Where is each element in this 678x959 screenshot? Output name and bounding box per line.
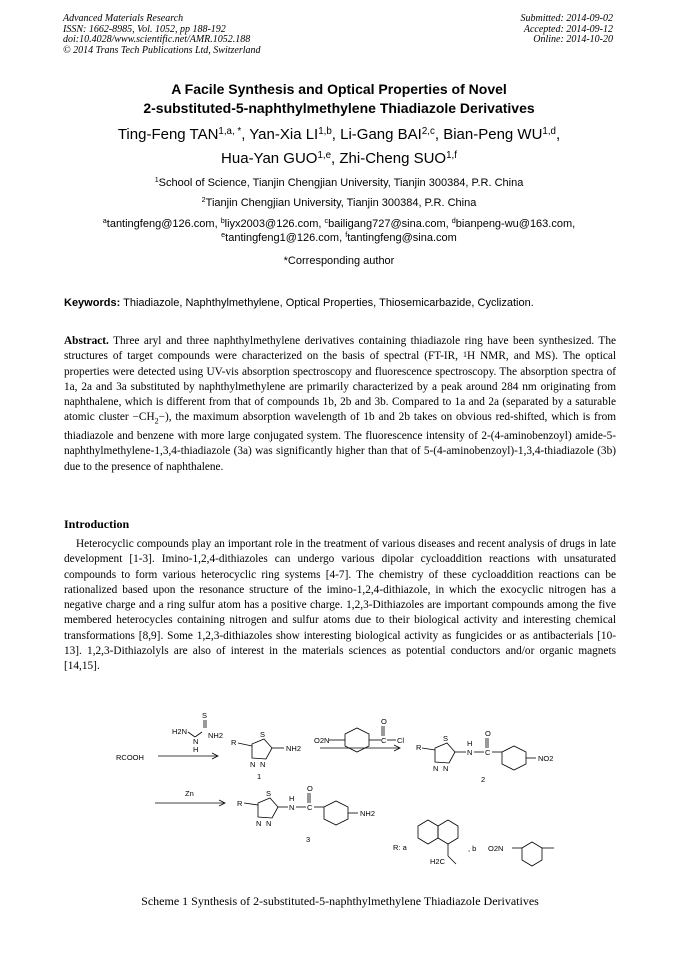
email: tantingfeng@sina.com [347, 232, 457, 244]
scheme-label-h2n: H2N [172, 727, 188, 736]
scheme-label-n: N [260, 760, 266, 769]
scheme-label-c: C [381, 736, 387, 745]
scheme-label-o: O [307, 784, 313, 793]
scheme-label-nh2: NH2 [286, 744, 302, 753]
scheme-label-nh2: NH2 [208, 731, 224, 740]
scheme-label-h: H [467, 739, 473, 748]
scheme-label-r: R [237, 799, 243, 808]
scheme-label-n: N [467, 748, 473, 757]
email: bianpeng-wu@163.com [455, 218, 573, 230]
scheme-label-o: O [381, 717, 387, 726]
scheme-label-n: N [250, 760, 256, 769]
author-list: Ting-Feng $TAN^{1,a, *}$, Yan-Xia LI$^{1,b}$, Li-Gang BAI$^{2,c}$, Bian-Peng WU$^{1,d}$, Hua-Yan GUO$^{1,e}$, Zhi-Cheng SUO$^{1,f}$ [117, 126, 561, 167]
section-heading-introduction: Introduction [64, 517, 130, 531]
author-name: Hua-Yan GUO [221, 150, 318, 167]
keywords [64, 297, 616, 310]
email-list: $^a$tantingfeng@126.com, $^b$liyx2003@126.com, $^c$bailigang727@sina.com, $^d$bianpeng-wu@163.com, $^e$tantingfeng1@126.com, $^f$tantingfeng@sina.com [102, 217, 576, 244]
paper-title [40, 80, 638, 118]
scheme-label-n: N [443, 764, 449, 773]
email-label: d [451, 217, 456, 225]
scheme-label-o2n: O2N [488, 844, 504, 853]
email-label: e [221, 231, 226, 239]
affiliation-number: 2 [201, 196, 206, 204]
journal-header-right [521, 14, 614, 46]
scheme-reactant: RCOOH [116, 753, 144, 762]
scheme-label-c: C [485, 748, 491, 757]
author-superscript: 2,c [421, 126, 435, 137]
scheme-label-s: S [260, 730, 266, 739]
author-superscript: 1,e [317, 150, 332, 161]
compound-2-label: 2 [481, 775, 486, 784]
abstract-superscript: 1 [463, 350, 467, 360]
submitted-date: Submitted: 2014-09-02 [520, 13, 613, 24]
title-line-2: 2-substituted-5-naphthylmethylene Thiadiazole Derivatives [143, 100, 535, 116]
abstract-label: Abstract. [64, 335, 109, 347]
title-line-1: A Facile Synthesis and Optical Properties of Novel [171, 81, 507, 97]
affiliation-text: Tianjin Chengjian University, Tianjin 300384, P.R. China [205, 197, 477, 209]
abstract-text: Three aryl and three naphthylmethylene derivatives containing thiadiazole ring have been synthesized. The structures of target compounds were characterized on the basis of spectral (FT-IR, [64, 335, 616, 363]
scheme-label-r: R [231, 738, 237, 747]
scheme-caption: Scheme 1 Synthesis of 2-substituted-5-naphthylmethylene Thiadiazole Derivatives [141, 894, 539, 908]
scheme-label-n: N [433, 764, 439, 773]
author-superscript: 1,d [542, 126, 556, 137]
author-superscript: 1,f [446, 150, 457, 161]
online-date: Online: 2014-10-20 [533, 34, 613, 46]
email: bailigang727@sina.com [328, 218, 446, 230]
scheme-substituent-b-label: , b [468, 844, 477, 853]
author-name: Bian-Peng WU [443, 126, 543, 143]
scheme-label-nh2: NH2 [360, 809, 376, 818]
author-superscript: 1,b [318, 126, 332, 137]
corresponding-author: *Corresponding author [283, 255, 395, 267]
introduction-paragraph: Heterocyclic compounds play an important role in the treatment of various diseases and recent analysis of drugs in late development [1-3]. Imino-1,2,4-dithiazoles can undergo various dipolar cycloaddition reactions with unsaturated compounds to form various heterocyclic ring systems [4-7]. The chemistry of these cycloaddition reactions can be rationalized based upon the resonance structure of the imino-1,2,4-dithiazole, in which the exocyclic nitrogen has a negative charge and a ring sulfur atom has a positive charge. 1,2,3-Dithiazoles are important compounds among the five membered heterocycles containing nitrogen and sulfur atoms due to their biological activity and interesting chemical transformations [8,9]. Some 1,2,3-dithiazoles show interesting biological activity as fungicides or as antibacterials [10-13]. 1,2,3-Dithiazolyls are also of interest in the materials sciences as potential conductors and/or organic magnets [14,15]. [64, 538, 616, 673]
author-name: Li-Gang BAI [340, 126, 422, 143]
copyright: © 2014 Trans Tech Publications Ltd, Switzerland [63, 44, 261, 56]
scheme-label-s: S [202, 711, 208, 720]
author-name: Ting-Feng TAN [117, 126, 219, 143]
scheme-label-cl: Cl [397, 736, 405, 745]
scheme-label-n: N [256, 819, 262, 828]
scheme-label-no2: NO2 [538, 754, 554, 763]
email-label: c [324, 217, 329, 225]
scheme-label-o: O [485, 729, 491, 738]
scheme-label-c: C [307, 803, 313, 812]
issn: ISSN: 1662-8985, Vol. 1052, pp 188-192 [63, 23, 226, 35]
abstract [64, 334, 616, 475]
email: tantingfeng@126.com [106, 218, 215, 230]
scheme-label-h: H [289, 794, 295, 803]
keywords-text: Thiadiazole, Naphthylmethylene, Optical Properties, Thiosemicarbazide, Cyclization. [123, 297, 534, 309]
affiliation-2 [40, 197, 638, 210]
accepted-date: Accepted: 2014-09-12 [523, 23, 613, 35]
scheme-reagent-zn: Zn [185, 789, 194, 798]
journal-header-left [63, 14, 261, 56]
synthesis-scheme [100, 706, 600, 876]
scheme-substituent-a-label: R: a [393, 843, 407, 852]
affiliation-text: School of Science, Tianjin Chengjian University, Tianjin 300384, P.R. China [158, 177, 524, 189]
scheme-label-n: N [289, 803, 295, 812]
compound-1-label: 1 [257, 772, 262, 781]
scheme-label-o2n: O2N [314, 736, 330, 745]
doi: doi:10.4028/www.scientific.net/AMR.1052.188 [63, 34, 251, 46]
scheme-label-s: S [443, 734, 449, 743]
scheme-label-r: R [416, 743, 422, 752]
email: liyx2003@126.com [224, 218, 319, 230]
abstract-text: H NMR, and MS). The optical properties were detected using UV-vis absorption spectroscopy and fluorescence spectroscopy. The absorption spectra of 1a, 2a and 3a substituted by naphthylmethylene are primarily characterized by a peak around 284 nm originating from naphthalene, which is different from that of compounds 1b, 2b and 3b. Compared to 1a and 2a (separated by a saturable atomic cluster −CH [64, 350, 617, 424]
author-superscript: 1,a, * [218, 126, 242, 137]
email-label: f [345, 231, 348, 239]
keywords-label: Keywords: [64, 297, 121, 309]
author-name: Zhi-Cheng SUO [339, 150, 447, 167]
journal-name: Advanced Materials Research [63, 13, 184, 24]
scheme-label-h: H [193, 745, 199, 754]
scheme-label-s: S [266, 789, 272, 798]
email: tantingfeng1@126.com [225, 232, 340, 244]
email-label: b [220, 217, 225, 225]
scheme-label-h2c: H2C [430, 857, 446, 866]
author-name: Yan-Xia LI [249, 126, 319, 143]
affiliation-1 [40, 177, 638, 190]
affiliation-number: 1 [154, 176, 159, 184]
abstract-subscript: 2 [154, 416, 159, 426]
scheme-label-n: N [266, 819, 272, 828]
abstract-text: −), the maximum absorption wavelength of 1b and 2b takes on obvious red-shifted, which is from thiadiazole and benzene with more large conjugated system. The fluorescence intensity of 2-(4-aminobenzoyl) amide-5-naphthylmethylene-1,3,4-thiadiazole (3a) was significantly higher than that of 5-(4-aminobenzoyl)-1,3,4-thiadiazole (3b) due to the presence of naphthalene. [64, 411, 616, 473]
email-label: a [102, 217, 107, 225]
compound-3-label: 3 [306, 835, 311, 844]
scheme-label-n: N [193, 737, 199, 746]
